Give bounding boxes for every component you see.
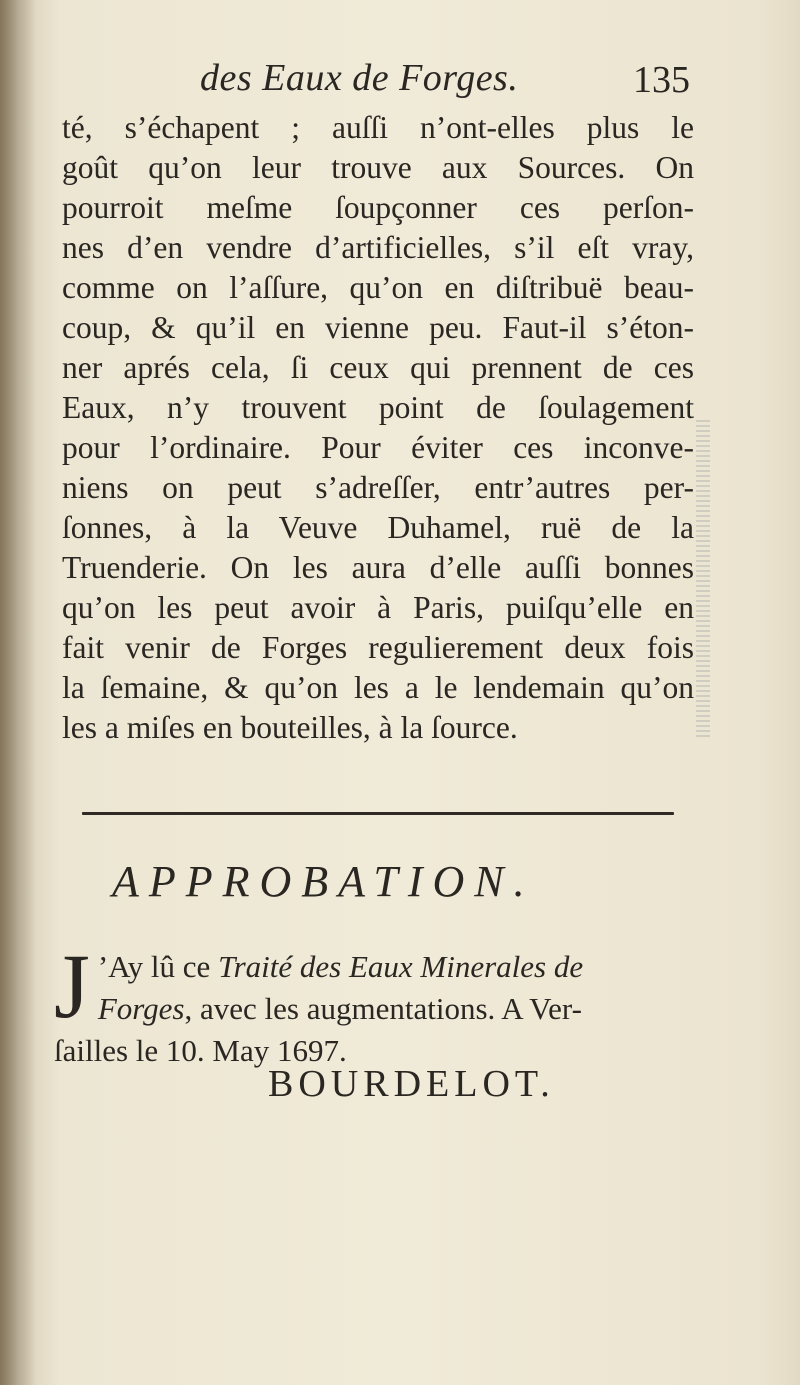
approbation-heading: APPROBATION.: [112, 857, 535, 906]
approbation-line-2-plain: , avec les augmentations. A Ver-: [184, 991, 582, 1026]
text-line: la ſemaine, & qu’on les a le lendemain qu’on: [62, 670, 694, 705]
text-line: qu’on les peut avoir à Paris, puiſqu’elle en: [62, 590, 694, 625]
text-line: Eaux, n’y trouvent point de ſoulagement: [62, 390, 694, 425]
text-line: ſonnes, à la Veuve Duhamel, ruë de la: [62, 510, 694, 545]
approbation-text: [54, 935, 684, 1072]
approbation-line-1-italic: Traité des Eaux Minerales de: [218, 949, 584, 984]
body-paragraph: [62, 108, 694, 748]
text-line: pour l’ordinaire. Pour éviter ces inconve-: [62, 430, 694, 465]
text-line: ner aprés cela, ſi ceux qui prennent de ces: [62, 350, 694, 385]
approbation-line-2-italic: Forges: [97, 991, 185, 1026]
approbation-line-3: ſailles le 10. May 1697.: [54, 1033, 347, 1068]
section-divider: [82, 812, 674, 815]
approbation-line-2: [54, 988, 684, 1030]
text-line: fait venir de Forges regulierement deux fois: [62, 630, 694, 665]
approbation-line-1: [54, 946, 684, 988]
text-line: té, s’échapent ; auſſi n’ont-elles plus le: [62, 110, 694, 145]
text-line: niens on peut s’adreſſer, entr’autres per-: [62, 470, 694, 505]
page-edge-mark: [696, 420, 710, 740]
approbation-line-1-plain: ’Ay lû ce: [97, 949, 219, 984]
text-line: les a miſes en bouteilles, à la ſource.: [62, 710, 518, 745]
running-head-title: des Eaux de Forges.: [200, 57, 519, 99]
text-line: goût qu’on leur trouve aux Sources. On: [62, 150, 694, 185]
text-line: pourroit meſme ſoupçonner ces perſon-: [62, 190, 694, 225]
text-line: comme on l’aſſure, qu’on en diſtribuë beau-: [62, 270, 694, 305]
text-line: nes d’en vendre d’artificielles, s’il eſt vray,: [62, 230, 694, 265]
page-number: 135: [633, 59, 690, 101]
text-line: coup, & qu’il en vienne peu. Faut-il s’éton-: [62, 310, 694, 345]
drop-cap: J: [54, 935, 90, 1037]
running-head: [200, 56, 690, 106]
text-line: Truenderie. On les aura d’elle auſſi bonnes: [62, 550, 694, 585]
spine-shadow: [0, 0, 36, 1385]
signature: BOURDELOT.: [268, 1063, 555, 1105]
